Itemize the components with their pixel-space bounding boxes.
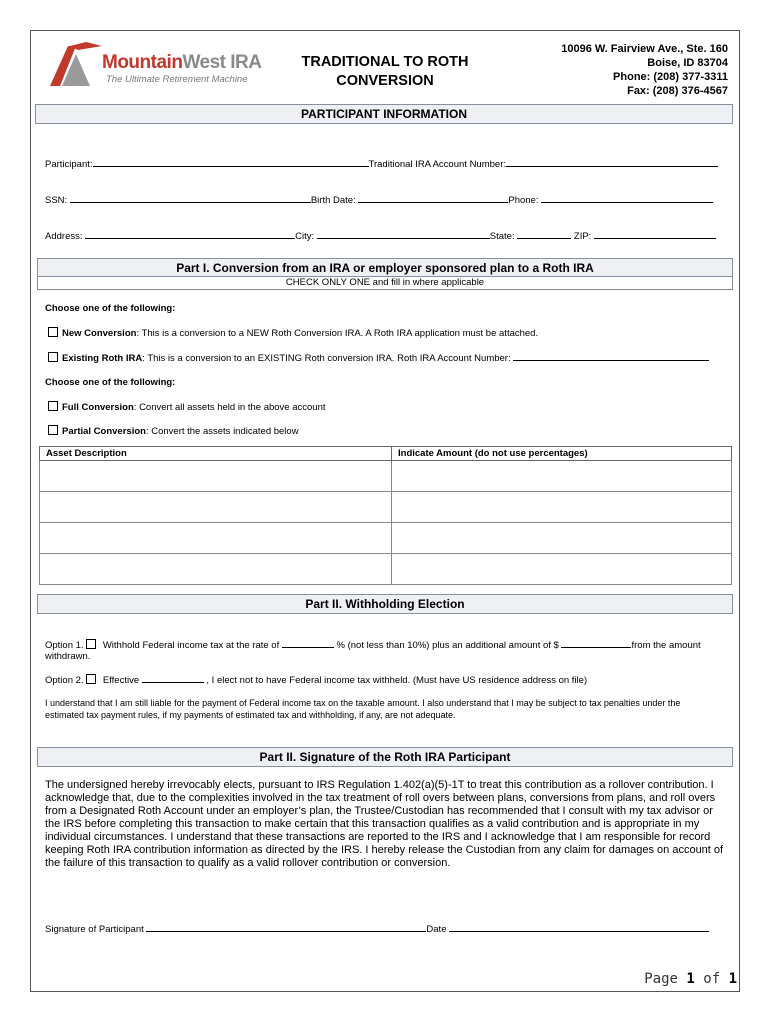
signature-row: [45, 922, 709, 935]
page-number: Page 1 of 1: [644, 971, 737, 987]
phone-field[interactable]: [541, 193, 713, 203]
full-conversion-checkbox[interactable]: [48, 401, 58, 411]
participant-label: Participant:: [45, 159, 93, 170]
date-field[interactable]: [449, 922, 709, 932]
amount-cell[interactable]: [392, 554, 732, 585]
city-label: City:: [295, 231, 315, 242]
table-row: [40, 523, 732, 554]
signature-field[interactable]: [146, 922, 426, 932]
effective-date-field[interactable]: [142, 673, 204, 683]
form-title: TRADITIONAL TO ROTH CONVERSION: [301, 54, 469, 89]
amount-cell[interactable]: [392, 461, 732, 492]
option1-row: Option 1. Withhold Federal income tax at the rate of % (not less than 10%) plus an additional amount of $ from the amount: [45, 640, 701, 651]
new-conversion-option: New Conversion: This is a conversion to a NEW Roth Conversion IRA. A Roth IRA application must be attached.: [48, 327, 538, 339]
asset-description-header: Asset Description: [40, 447, 392, 461]
company-address: 10096 W. Fairview Ave., Ste. 160 Boise, ID 83704 Phone: (208) 377-3311 Fax: (208) 376-4567: [561, 43, 728, 97]
option2-checkbox[interactable]: [86, 674, 96, 684]
amount-cell[interactable]: [392, 523, 732, 554]
city-field[interactable]: [317, 229, 490, 239]
signature-label: Signature of Participant: [45, 924, 144, 935]
tax-liability-notice: I understand that I am still liable for the payment of Federal income tax on the taxable amount. I also understand that I may be subject to tax penalties under the estimated tax payment rules, if my payments of estimated tax and withholding, if any, are not adequate.: [45, 698, 681, 720]
birth-date-label: Birth Date:: [310, 195, 356, 206]
option2-row: Option 2. Effective , I elect not to have Federal income tax withheld. (Must have US residence address on file): [45, 675, 588, 686]
participant-info-banner: PARTICIPANT INFORMATION: [35, 104, 733, 124]
part3-banner: Part II. Signature of the Roth IRA Participant: [37, 747, 733, 767]
withholding-rate-field[interactable]: [282, 638, 334, 648]
amount-header: Indicate Amount (do not use percentages): [392, 447, 732, 461]
ssn-row: [45, 193, 713, 206]
new-conversion-checkbox[interactable]: [48, 327, 58, 337]
state-field[interactable]: [517, 229, 571, 239]
roth-account-number-field[interactable]: [513, 351, 709, 361]
address-field[interactable]: [85, 229, 295, 239]
asset-description-cell[interactable]: [40, 554, 392, 585]
asset-table-header: [40, 447, 732, 461]
choose-heading-1: Choose one of the following:: [45, 303, 176, 314]
zip-label: ZIP:: [573, 231, 592, 242]
table-row: [40, 492, 732, 523]
account-number-label: Traditional IRA Account Number:: [368, 159, 506, 170]
part2-banner: Part II. Withholding Election: [37, 594, 733, 614]
part1-subheading: CHECK ONLY ONE and fill in where applicable: [37, 277, 733, 290]
birth-date-field[interactable]: [358, 193, 508, 203]
option1-checkbox[interactable]: [86, 639, 96, 649]
partial-conversion-option: Partial Conversion: Convert the assets indicated below: [48, 425, 299, 437]
address-label: Address:: [45, 231, 83, 242]
part1-banner: Part I. Conversion from an IRA or employer sponsored plan to a Roth IRA: [37, 258, 733, 277]
account-number-field[interactable]: [506, 157, 718, 167]
ssn-field[interactable]: [70, 193, 311, 203]
address-row: [45, 229, 716, 242]
logo-wordmark: MountainWest IRA: [102, 52, 262, 73]
option1-continuation: withdrawn.: [45, 651, 91, 662]
additional-amount-field[interactable]: [561, 638, 631, 648]
participant-row: [45, 157, 718, 170]
asset-description-cell[interactable]: [40, 461, 392, 492]
logo-tagline: The Ultimate Retirement Machine: [106, 74, 248, 85]
existing-roth-option: Existing Roth IRA: This is a conversion to an EXISTING Roth conversion IRA. Roth IRA Account Number:: [48, 351, 709, 364]
existing-roth-checkbox[interactable]: [48, 352, 58, 362]
election-statement: The undersigned hereby irrevocably elects, pursuant to IRS Regulation 1.402(a)(5)-1T to treat this contribution as a rollover contribution. I acknowledge that, due to the complexities involved in the tax treatment of roll overs between plans, conversions from plans, and roll overs from a Designated Roth Account under an employer’s plan, the Trustee/Custodian has recommended that I consult with my tax advisor or the IRS before completing this transaction to make certain that this transaction qualifies as a valid contribution and is appropriate in my individual circumstances. I understand that these transactions are reported to the IRS and I acknowledge that I am responsible for record keeping Roth IRA contribution information as directed by the IRS. I hereby release the Custodian from any claim for damages on account of the failure of this transaction to qualify as a valid rollover contribution or conversion.: [45, 779, 724, 869]
choose-heading-2: Choose one of the following:: [45, 377, 176, 388]
date-label: Date: [426, 924, 447, 935]
zip-field[interactable]: [594, 229, 716, 239]
asset-description-cell[interactable]: [40, 523, 392, 554]
full-conversion-option: Full Conversion: Convert all assets held in the above account: [48, 401, 326, 413]
state-label: State:: [489, 231, 515, 242]
asset-table: [39, 446, 732, 585]
amount-cell[interactable]: [392, 492, 732, 523]
table-row: [40, 554, 732, 585]
participant-field[interactable]: [93, 157, 369, 167]
phone-label: Phone:: [508, 195, 539, 206]
asset-description-cell[interactable]: [40, 492, 392, 523]
table-row: [40, 461, 732, 492]
partial-conversion-checkbox[interactable]: [48, 425, 58, 435]
ssn-label: SSN:: [45, 195, 68, 206]
